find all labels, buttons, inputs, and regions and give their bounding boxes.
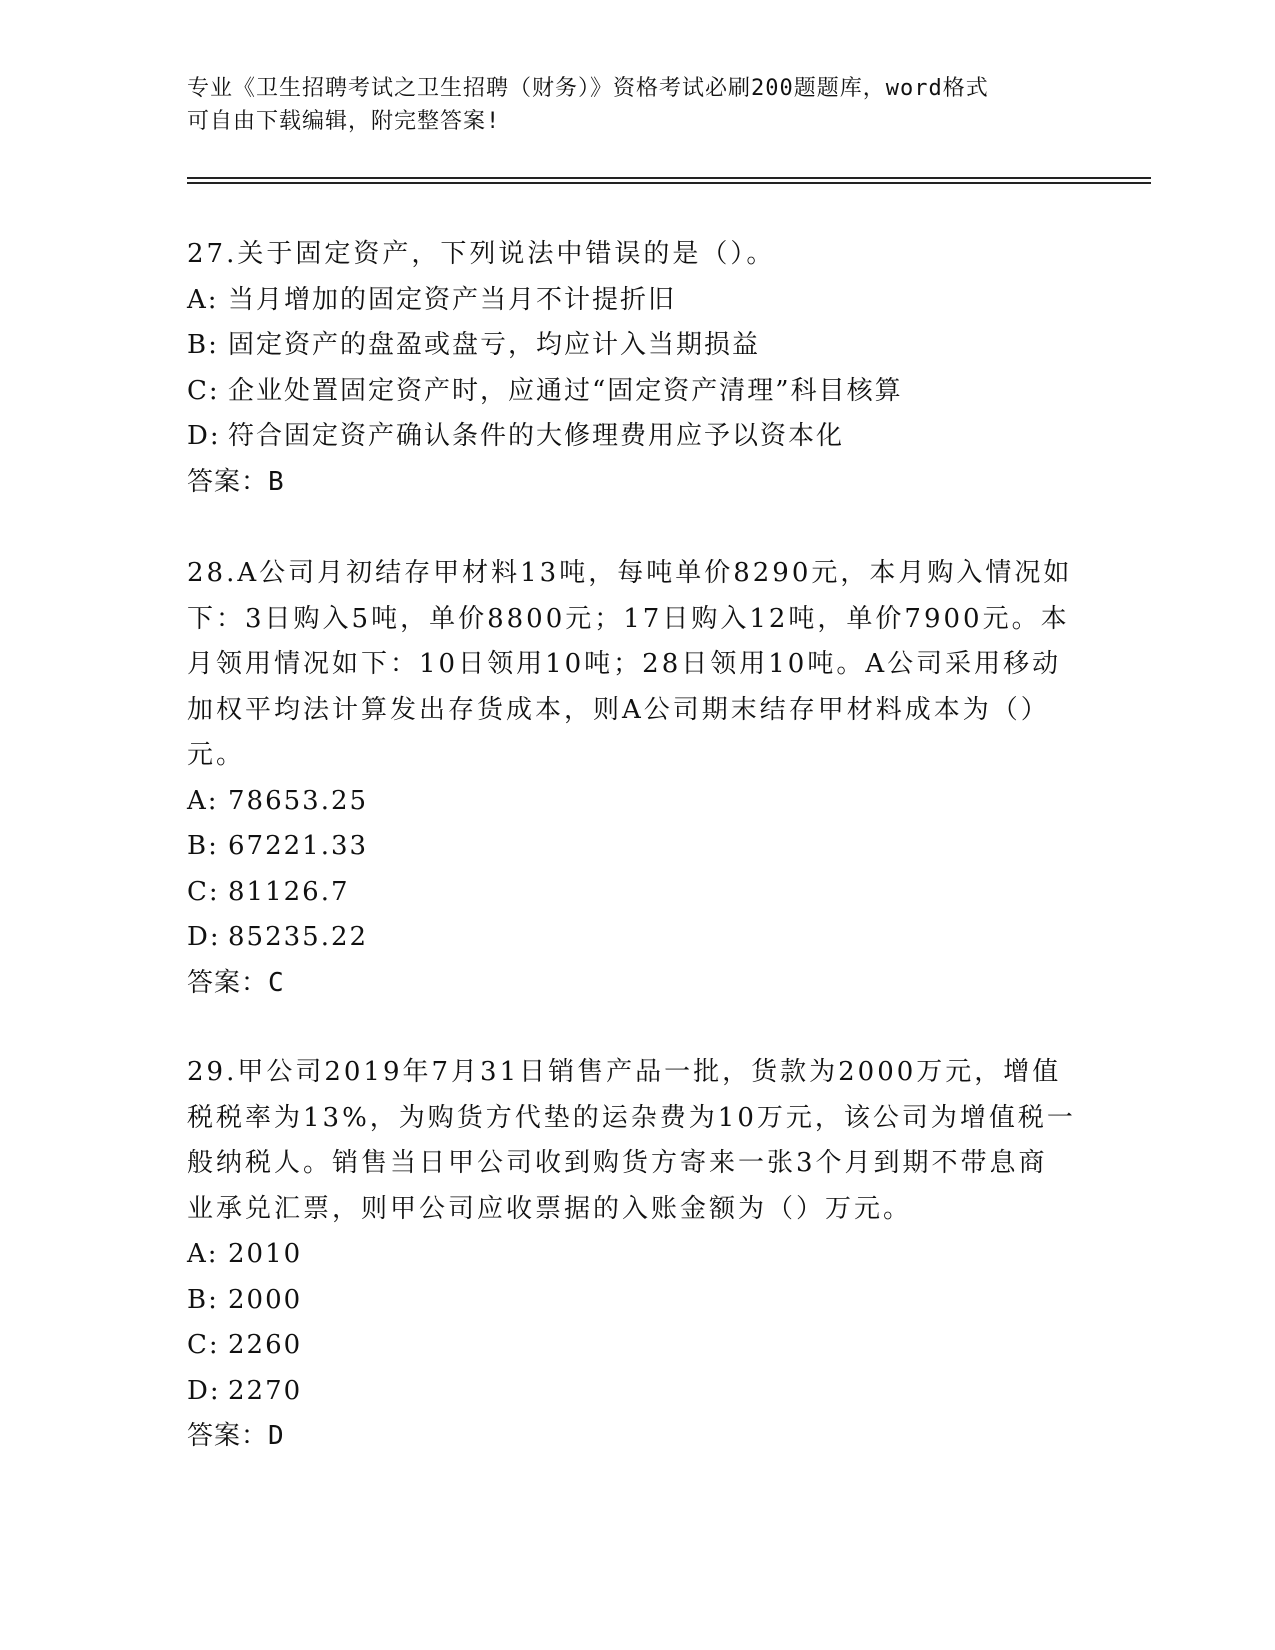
option-key: D:: [187, 1375, 221, 1406]
question-stem-line: 28.A公司月初结存甲材料13吨，每吨单价8290元，本月购入情况如: [187, 558, 1073, 588]
question-stem-line: 下：3日购入5吨，单价8800元；17日购入12吨，单价7900元。本: [187, 603, 1070, 634]
header-line-2: 可自由下载编辑，附完整答案!: [187, 109, 501, 134]
option-text: 2000: [228, 1284, 303, 1315]
option-c: [187, 369, 1087, 415]
question-stem-line: 29.甲公司2019年7月31日销售产品一批，货款为2000万元，增值: [187, 1057, 1062, 1087]
option-key: A:: [187, 1239, 219, 1269]
option-b: [187, 824, 1087, 870]
option-key: D:: [187, 421, 221, 451]
option-key: B:: [187, 1284, 219, 1315]
question-stem: 27.关于固定资产，下列说法中错误的是（）。: [187, 239, 776, 269]
question-27: [187, 232, 1087, 505]
option-d: [187, 915, 1087, 961]
option-key: B:: [187, 831, 219, 861]
option-text: 67221.33: [228, 831, 369, 861]
question-stem-line: 税税率为13%，为购货方代垫的运杂费为10万元，该公司为增值税一: [187, 1102, 1076, 1133]
option-key: A:: [187, 785, 219, 816]
option-text: 85235.22: [228, 922, 369, 952]
option-text: 2010: [228, 1239, 303, 1269]
option-text: 78653.25: [228, 785, 369, 816]
option-text: 企业处置固定资产时，应通过“固定资产清理”科目核算: [228, 375, 903, 406]
option-d: [187, 1369, 1087, 1415]
header-line-1: 专业《卫生招聘考试之卫生招聘（财务）》资格考试必刷200题题库，word格式: [187, 76, 989, 101]
option-b: [187, 1278, 1087, 1324]
question-stem-line: 业承兑汇票，则甲公司应收票据的入账金额为（）万元。: [187, 1193, 913, 1224]
option-text: 2270: [228, 1375, 303, 1406]
option-text: 81126.7: [228, 876, 350, 907]
option-a: [187, 779, 1087, 825]
option-key: B:: [187, 330, 219, 360]
question-29: [187, 1050, 1087, 1460]
option-b: [187, 323, 1087, 369]
option-text: 2260: [228, 1330, 303, 1360]
question-stem-line: 月领用情况如下：10日领用10吨；28日领用10吨。A公司采用移动: [187, 649, 1062, 679]
option-text: 符合固定资产确认条件的大修理费用应予以资本化: [228, 421, 845, 451]
option-text: 固定资产的盘盈或盘亏，均应计入当期损益: [228, 330, 761, 360]
answer-line: 答案：D: [187, 1421, 285, 1451]
option-a: [187, 1232, 1087, 1278]
header-divider-bottom: [187, 182, 1151, 184]
answer-line: 答案：B: [187, 466, 285, 497]
option-a: [187, 278, 1087, 324]
option-key: C:: [187, 375, 220, 406]
option-key: C:: [187, 1330, 220, 1360]
option-key: A:: [187, 284, 219, 315]
answer-line: 答案：C: [187, 967, 285, 998]
option-key: C:: [187, 876, 220, 907]
header-divider-top: [187, 177, 1151, 179]
question-28: [187, 551, 1087, 1006]
option-c: [187, 1323, 1087, 1369]
question-stem-line: 般纳税人。销售当日甲公司收到购货方寄来一张3个月到期不带息商: [187, 1148, 1048, 1178]
question-stem-line: 元。: [187, 740, 246, 770]
option-d: [187, 414, 1087, 460]
question-stem-line: 加权平均法计算发出存货成本，则A公司期末结存甲材料成本为（）: [187, 694, 1050, 725]
option-key: D:: [187, 922, 221, 952]
document-header: [187, 72, 1067, 138]
option-c: [187, 870, 1087, 916]
option-text: 当月增加的固定资产当月不计提折旧: [228, 284, 677, 315]
